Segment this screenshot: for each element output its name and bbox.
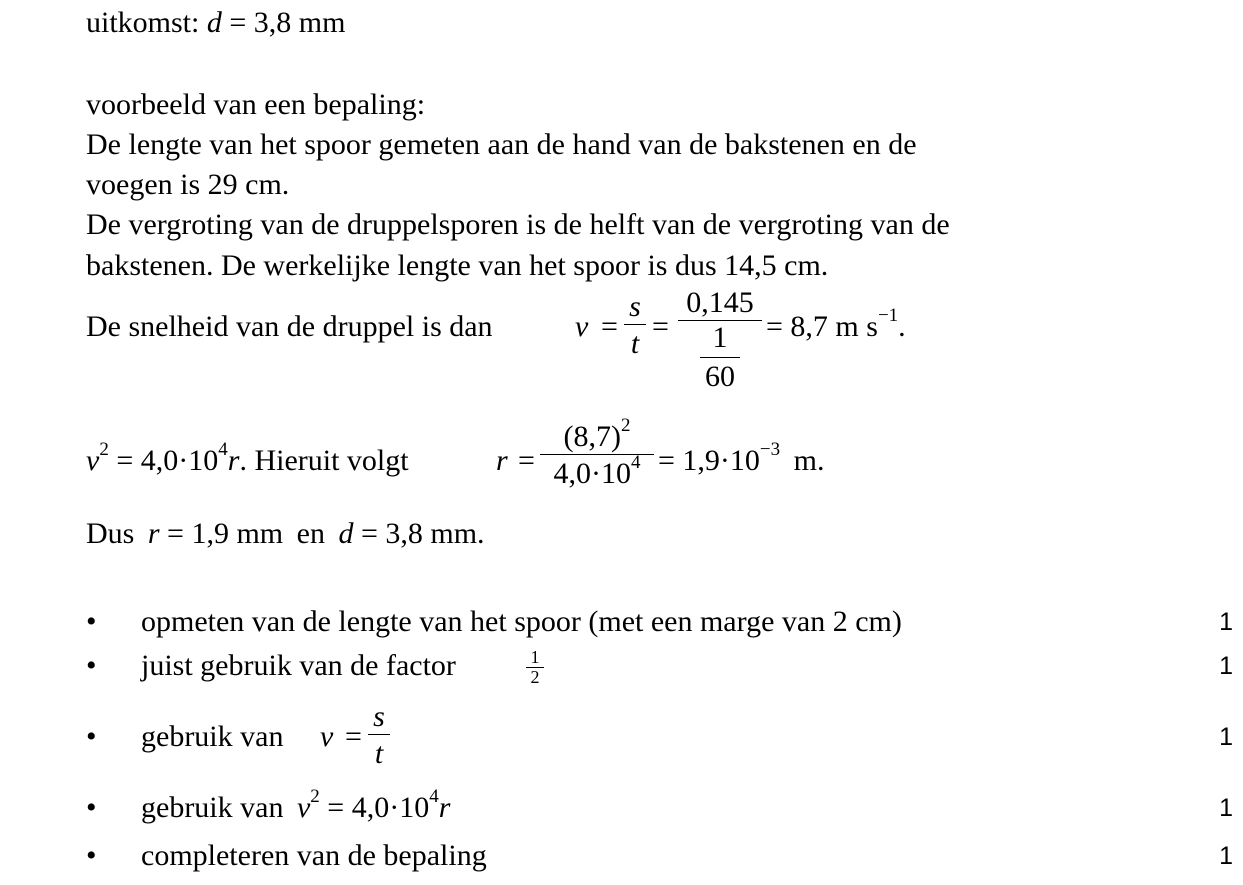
criterion-3-bullet: •	[86, 720, 97, 753]
criterion-4-text: gebruik van $v^2 = 4,0\cdot 10^4r$	[141, 786, 451, 824]
paragraph-1-line-2: voegen is 29 cm.	[86, 168, 290, 201]
speed-text: De snelheid van de druppel is dan	[86, 310, 493, 343]
conclusion-line: Dus r = 1,9 mm en d = 3,8 mm.	[86, 517, 485, 550]
paragraph-2-line-2: bakstenen. De werkelijke lengte van het spoor is dus 14,5 cm.	[86, 249, 829, 282]
outcome-line	[86, 6, 345, 40]
paragraph-2-line-1: De vergroting van de druppelsporen is de helft van de vergroting van de	[86, 208, 950, 241]
paragraph-1-line-1: De lengte van het spoor gemeten aan de hand van de bakstenen en de	[86, 128, 917, 161]
radius-fraction	[540, 415, 654, 491]
speed-exp: −1	[877, 305, 899, 326]
criterion-1-score: 1	[1219, 608, 1233, 636]
speed-t: t	[624, 324, 646, 361]
criterion-2-text: juist gebruik van de factor	[141, 649, 456, 682]
criterion-5-text: completeren van de bepaling	[141, 839, 487, 872]
criterion-2-score: 1	[1219, 652, 1233, 680]
speed-result: = 8,7 m $s^{-1}$.	[766, 305, 906, 343]
radius-line: $v^2 = 4,0\cdot 10^4r$. Hieruit volgt	[86, 439, 409, 477]
speed-s: s	[629, 290, 641, 323]
criterion-5-score: 1	[1219, 842, 1233, 870]
radius-eq: =	[518, 444, 535, 477]
speed-den-den: 60	[700, 357, 740, 394]
example-heading: voorbeeld van een bepaling:	[86, 88, 426, 121]
speed-eq-2: =	[652, 310, 669, 343]
criterion-3-text: gebruik van	[141, 720, 284, 753]
radius-result: = $1,9\cdot 10^{-3}$ m.	[658, 439, 825, 477]
criterion-4-bullet: •	[86, 791, 97, 824]
outcome-value: = 3,8 mm	[229, 6, 346, 39]
radius-r: r	[496, 444, 508, 477]
speed-fraction-numeric	[678, 286, 762, 394]
radius-numerator: $(8,7)^2$	[563, 415, 631, 453]
criterion-1-bullet: •	[86, 605, 97, 638]
speed-numerator: 0,145	[686, 286, 754, 319]
criterion-3-fraction: $\frac{s}{t}$	[368, 700, 390, 771]
criterion-3-eq: =	[345, 720, 362, 753]
speed-den-num: 1	[712, 321, 728, 354]
criterion-5-bullet: •	[86, 839, 97, 872]
outcome-var: d	[206, 6, 222, 39]
speed-eq: =	[601, 310, 618, 343]
criterion-4-score: 1	[1219, 794, 1233, 822]
criterion-3-v: v	[320, 720, 334, 753]
speed-v: v	[575, 310, 589, 343]
speed-fraction-s-t	[624, 290, 646, 361]
radius-denominator: $4,0\cdot 10^4$	[540, 454, 654, 491]
outcome-label: uitkomst:	[86, 6, 200, 39]
criterion-2-fraction: $\frac{1}{2}$	[526, 648, 544, 687]
criterion-3-score: 1	[1219, 723, 1233, 751]
criterion-1-text: opmeten van de lengte van het spoor (met een marge van 2 cm)	[141, 605, 902, 638]
speed-denominator	[678, 320, 762, 394]
criterion-2-bullet: •	[86, 649, 97, 682]
